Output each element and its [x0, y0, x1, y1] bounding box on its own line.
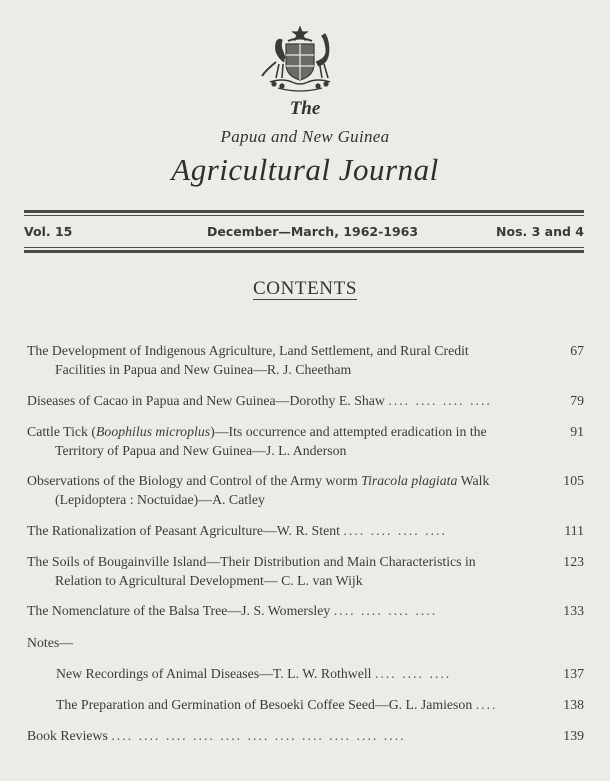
toc-page-number: 67: [570, 343, 584, 358]
toc-page-number: 123: [563, 554, 584, 569]
toc-entry-author: Facilities in Papua and New Guinea—R. J. Cheetham: [55, 362, 352, 377]
toc-entry-title: The Rationalization of Peasant Agriculture—W. R. Stent: [27, 523, 340, 538]
toc-entry-title-cont: Walk: [457, 473, 490, 488]
leader-dots: .... .... ....: [374, 666, 452, 681]
toc-entry[interactable]: [27, 341, 537, 379]
toc-page-number: 111: [564, 523, 584, 538]
toc-entry-title: The Soils of Bougainville Island—Their Distribution and Main Characteristics in: [27, 554, 476, 569]
toc-page-number: 139: [563, 728, 584, 743]
coat-of-arms-icon: [252, 24, 348, 94]
toc-entry-title: Cattle Tick (: [27, 424, 96, 439]
contents-heading: CONTENTS: [252, 278, 358, 299]
issue-line: [24, 224, 584, 242]
toc-entry[interactable]: [27, 422, 537, 460]
toc-entry-author: (Lepidoptera : Noctuidae)—A. Catley: [55, 492, 265, 507]
toc-entry-title: The Development of Indigenous Agriculture, Land Settlement, and Rural Credit: [27, 343, 469, 358]
leader-dots: .... .... .... ....: [388, 393, 492, 408]
toc-entry-title: The Preparation and Germination of Besoeki Coffee Seed—G. L. Jamieson: [56, 697, 473, 712]
bottom-rule-thick: [24, 250, 584, 253]
leader-dots: .... .... .... ....: [343, 523, 447, 538]
species-name: Boophilus microplus: [96, 424, 211, 439]
journal-title: Agricultural Journal: [171, 152, 439, 187]
toc-entry[interactable]: [27, 552, 537, 590]
notes-heading: Notes—: [27, 635, 73, 650]
leader-dots: .... .... .... .... .... .... .... .... .... .... ....: [111, 728, 406, 743]
toc-entry[interactable]: [27, 726, 537, 745]
toc-entry[interactable]: [56, 695, 537, 714]
toc-entry-title: The Nomenclature of the Balsa Tree—J. S. Womersley: [27, 603, 331, 618]
toc-entry[interactable]: [27, 601, 537, 620]
issue-date: December—March, 1962-1963: [207, 224, 419, 239]
toc-page-number: 79: [570, 393, 584, 408]
toc-entry-title: Book Reviews: [27, 728, 108, 743]
journal-subtitle: Papua and New Guinea: [220, 127, 390, 146]
toc-entry-title-cont: )—Its occurrence and attempted eradication in the: [210, 424, 487, 439]
top-rule-thin: [24, 215, 584, 216]
toc-page-number: 137: [563, 666, 584, 681]
toc-page-number: 105: [563, 473, 584, 488]
toc-entry[interactable]: [27, 521, 537, 540]
bottom-rule-thin: [24, 247, 584, 248]
species-name: Tiracola plagiata: [361, 473, 458, 488]
leader-dots: ....: [475, 697, 498, 712]
toc-entry-title: Observations of the Biology and Control of the Army worm: [27, 473, 362, 488]
toc-entry[interactable]: [27, 391, 537, 410]
title-the: The: [289, 98, 321, 119]
toc-entry-title: New Recordings of Animal Diseases—T. L. W. Rothwell: [56, 666, 372, 681]
leader-dots: .... .... .... ....: [333, 603, 438, 618]
toc-page-number: 138: [563, 697, 584, 712]
toc-page-number: 91: [570, 424, 584, 439]
toc-entry[interactable]: [56, 664, 537, 683]
issue-numbers: Nos. 3 and 4: [496, 224, 584, 239]
toc-entry[interactable]: [27, 471, 537, 509]
toc-entry-title: Diseases of Cacao in Papua and New Guinea—Dorothy E. Shaw: [27, 393, 385, 408]
toc-entry-author: Relation to Agricultural Development— C. L. van Wijk: [55, 573, 363, 588]
toc-page-number: 133: [563, 603, 584, 618]
toc-entry-author: Territory of Papua and New Guinea—J. L. Anderson: [55, 443, 347, 458]
volume-label: Vol. 15: [24, 224, 73, 239]
top-rule-thick: [24, 210, 584, 213]
